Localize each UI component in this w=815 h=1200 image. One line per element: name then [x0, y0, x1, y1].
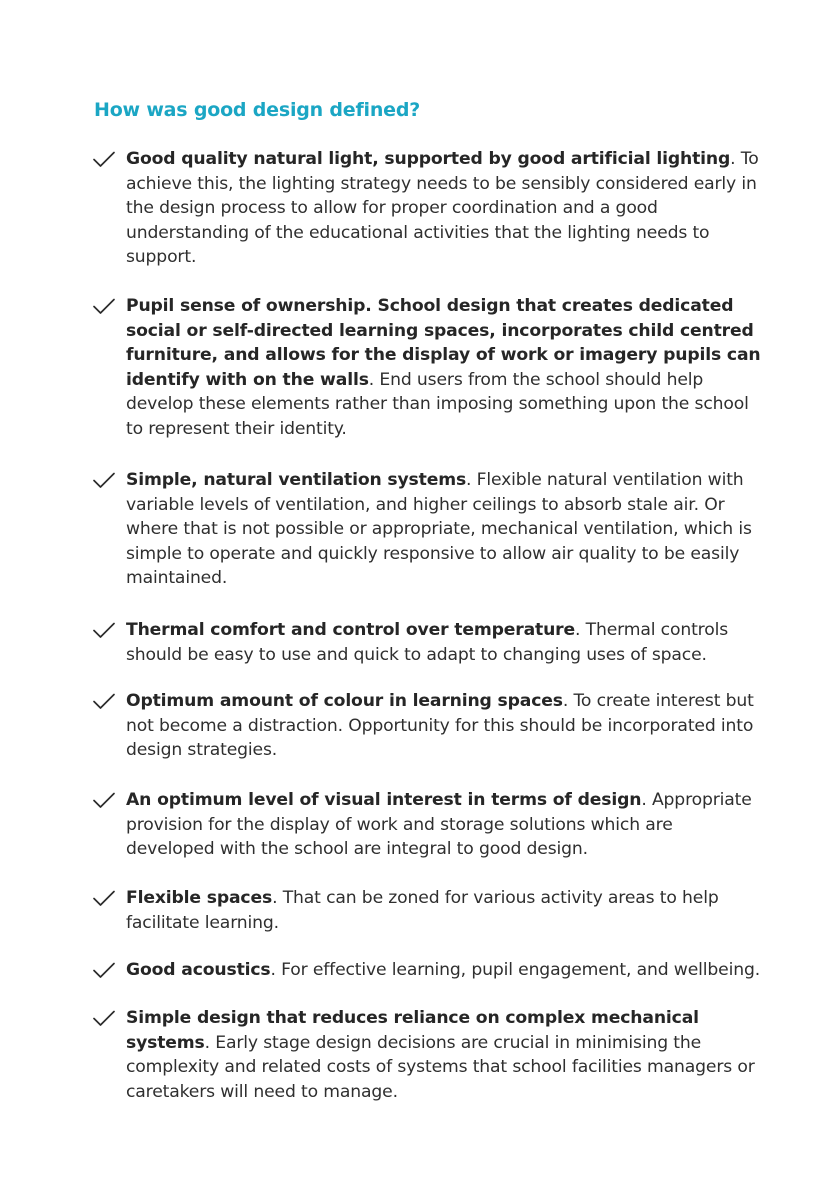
check-mark-icon	[92, 959, 116, 981]
check-mark-icon	[92, 1007, 116, 1029]
list-item-bold: Simple design that reduces reliance on complex mechanical systems	[126, 1008, 699, 1053]
check-mark-icon	[92, 789, 116, 811]
list-item-body: . End users from the school should help develop these elements rather than imposing something upon the school to represent their identity.	[126, 369, 749, 439]
list-item-text	[126, 1006, 766, 1104]
list-item-bold: Thermal comfort and control over temperature	[126, 620, 576, 640]
list-item-text	[126, 958, 766, 983]
list-item-bold: Optimum amount of colour in learning spaces	[126, 691, 563, 711]
list-item-body: . For effective learning, pupil engagement, and wellbeing.	[270, 960, 761, 980]
list-item-text	[126, 468, 766, 591]
list-item-body: . That can be zoned for various activity areas to help facilitate learning.	[126, 888, 719, 933]
list-item-body: . Appropriate provision for the display of work and storage solutions which are developed with the school are integral to good design.	[126, 790, 752, 859]
list-item-body: . To create interest but not become a distraction. Opportunity for this should be incorporated into design strategies.	[126, 691, 754, 760]
list-item-text	[126, 689, 766, 763]
check-mark-icon	[92, 148, 116, 170]
list-item-body: . Thermal controls should be easy to use and quick to adapt to changing uses of space.	[126, 620, 729, 665]
list-item-bold: An optimum level of visual interest in terms of design	[126, 790, 642, 810]
check-mark-icon	[92, 619, 116, 641]
list-item-body: . Flexible natural ventilation with variable levels of ventilation, and higher ceilings to absorb stale air. Or where that is not possible or appropriate, mechanical ventilation, which is simple to operate and quickly responsive to allow air quality to be easily maintained.	[126, 470, 752, 588]
list-item-text	[126, 618, 766, 667]
list-item-bold: Pupil sense of ownership. School design that creates dedicated social or self-directed learning spaces, incorporates child centred furniture, and allows for the display of work or imagery pupils can identify with on the walls	[126, 296, 761, 390]
list-item-text	[126, 886, 766, 935]
list-item-bold: Good quality natural light, supported by good artificial lighting	[126, 149, 731, 169]
check-mark-icon	[92, 295, 116, 317]
list-item-body: . Early stage design decisions are crucial in minimising the complexity and related costs of systems that school facilities managers or caretakers will need to manage.	[126, 1032, 755, 1102]
check-mark-icon	[92, 469, 116, 491]
check-mark-icon	[92, 690, 116, 712]
list-item-bold: Good acoustics	[126, 960, 271, 980]
list-item-text	[126, 294, 766, 441]
list-item-text	[126, 788, 766, 862]
list-item-body: . To achieve this, the lighting strategy needs to be sensibly considered early in the design process to allow for proper coordination and a good understanding of the educational activities that the lighting needs to support.	[126, 149, 759, 267]
page-heading: How was good design defined?	[94, 99, 421, 121]
check-mark-icon	[92, 887, 116, 909]
list-item-bold: Simple, natural ventilation systems	[126, 470, 467, 490]
list-item-text	[126, 147, 766, 270]
list-item-bold: Flexible spaces	[126, 888, 273, 908]
